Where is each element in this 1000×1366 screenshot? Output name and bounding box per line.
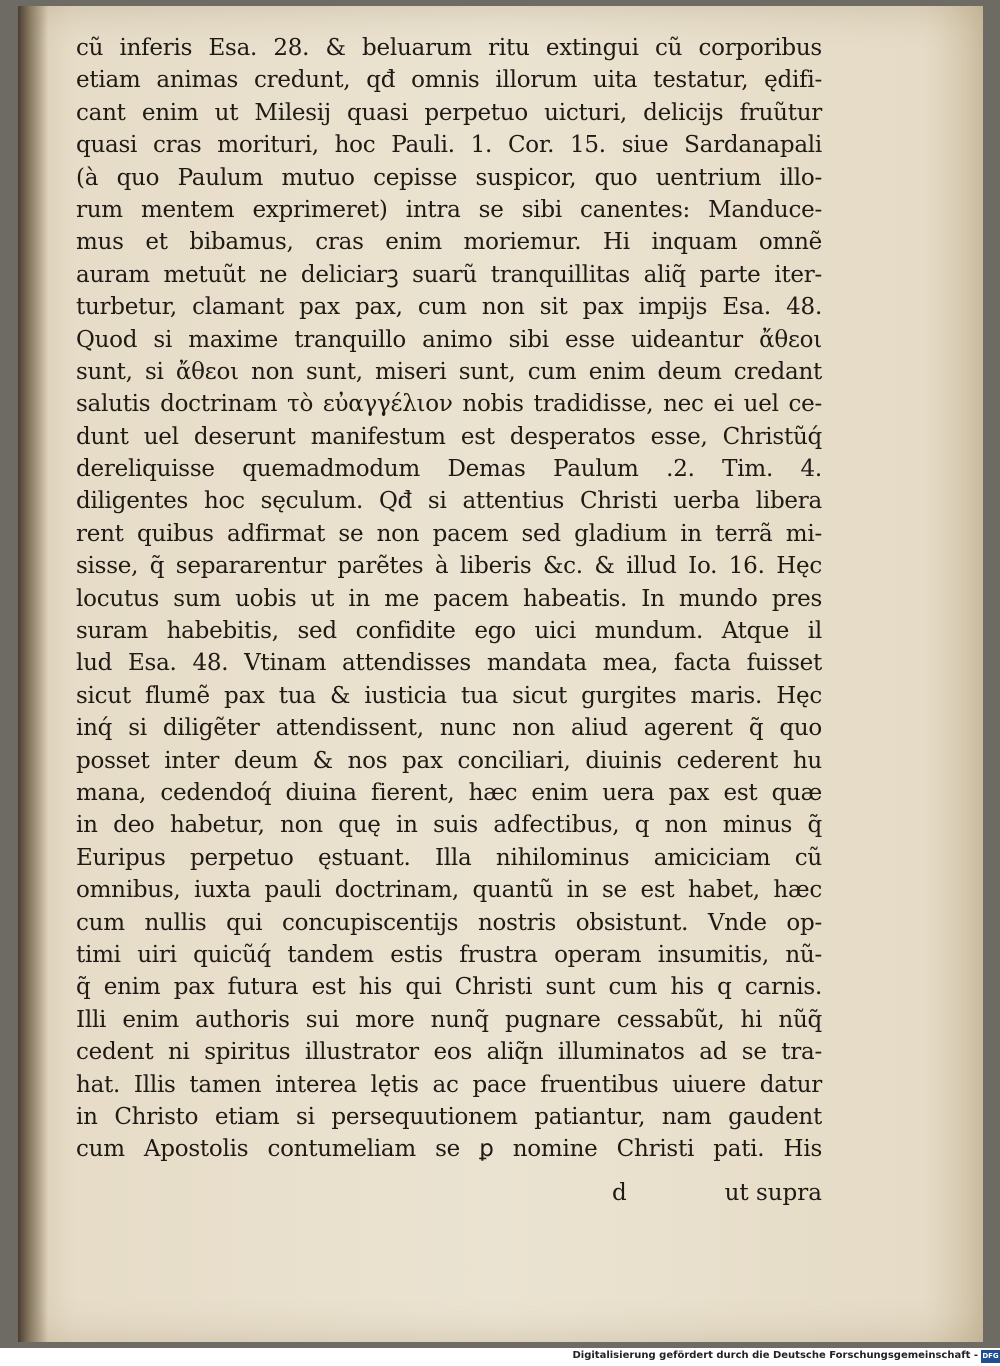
page-footer [76, 1180, 822, 1210]
text-line: cum nullis qui concupiscentijs nostris obsistunt. Vnde op- [76, 909, 822, 936]
text-line: sicut flumẽ pax tua & iusticia tua sicut gurgites maris. Hęc [76, 682, 822, 709]
text-line: Euripus perpetuo ęstuant. Illa nihilominus amiciciam cũ [76, 844, 822, 871]
digitization-credit: Digitalisierung gefördert durch die Deutsche Forschungsgemeinschaft - [572, 1350, 978, 1361]
text-line: mus et bibamus, cras enim moriemur. Hi inquam omnẽ [76, 229, 822, 256]
text-line: cedent ni spiritus illustrator eos aliq̃n illuminatos ad se tra- [76, 1039, 822, 1066]
text-line: rum mentem exprimeret) intra se sibi canentes: Manduce- [76, 196, 822, 223]
text-line: hat. Illis tamen interea lętis ac pace fruentibus uiuere datur [76, 1071, 822, 1098]
text-line: etiam animas credunt, qđ omnis illorum uita testatur, ędifi- [76, 67, 822, 94]
text-line: cum Apostolis contumeliam se ꝑ nomine Christi pati. His [76, 1136, 822, 1163]
text-line: inq́ si diligẽter attendissent, nunc non aliud agerent q̃ quo [76, 715, 822, 742]
text-line: omnibus, iuxta pauli doctrinam, quantũ in se est habet, hæc [76, 877, 822, 904]
text-line: dereliquisse quemadmodum Demas Paulum .2. Tim. 4. [76, 456, 822, 483]
text-line: dunt uel deserunt manifestum est desperatos esse, Christũq́ [76, 423, 822, 450]
text-line: locutus sum uobis ut in me pacem habeatis. In mundo pres [76, 585, 822, 612]
text-line: cant enim ut Milesij quasi perpetuo uicturi, delicijs fruũtur [76, 99, 822, 126]
text-line: Quod si maxime tranquillo animo sibi esse uideantur ἄθεοι [76, 326, 822, 353]
text-line: in Christo etiam si persequutionem patiantur, nam gaudent [76, 1103, 822, 1130]
text-line: quasi cras morituri, hoc Pauli. 1. Cor. 15. siue Sardanapali [76, 132, 822, 159]
text-line: Illi enim authoris sui more nunq̃ pugnare cessabũt, hi nũq̃ [76, 1006, 822, 1033]
text-line: (à quo Paulum mutuo cepisse suspicor, quo uentrium illo- [76, 164, 822, 191]
body-text [76, 32, 822, 1166]
text-line: sisse, q̃ separarentur parẽtes à liberis &c. & illud Io. 16. Hęc [76, 553, 822, 580]
catchword: ut supra [724, 1180, 822, 1206]
text-line: diligentes hoc sęculum. Qđ si attentius Christi uerba libera [76, 488, 822, 515]
text-line: turbetur, clamant pax pax, cum non sit pax impijs Esa. 48. [76, 294, 822, 321]
text-line: lud Esa. 48. Vtinam attendisses mandata mea, facta fuisset [76, 650, 822, 677]
text-line: auram metuũt ne deliciarꝫ suarũ tranquillitas aliq̃ parte iter- [76, 261, 822, 288]
signature-mark: d [612, 1180, 627, 1206]
text-line: in deo habetur, non quę in suis adfectibus, q non minus q̃ [76, 812, 822, 839]
dfg-logo-icon: DFG [981, 1350, 1000, 1363]
page-gutter [18, 6, 48, 1342]
text-line: cũ inferis Esa. 28. & beluarum ritu extingui cũ corporibus [76, 35, 822, 61]
text-line: suram habebitis, sed confidite ego uici mundum. Atque il [76, 618, 822, 645]
text-line: posset inter deum & nos pax conciliari, diuinis cederent hu [76, 747, 822, 774]
credit-bar [0, 1348, 1000, 1366]
text-line: q̃ enim pax futura est his qui Christi sunt cum his q carnis. [76, 974, 822, 1001]
text-line: timi uiri quicũq́ tandem estis frustra operam insumitis, nũ- [76, 941, 822, 968]
text-line: sunt, si ἄθεοι non sunt, miseri sunt, cum enim deum credant [76, 358, 822, 385]
text-line: salutis doctrinam τὸ εὐαγγέλιον nobis tradidisse, nec ei uel ce- [76, 391, 822, 418]
text-line: rent quibus adfirmat se non pacem sed gladium in terrã mi- [76, 520, 822, 547]
text-line: mana, cedendoq́ diuina fierent, hæc enim uera pax est quæ [76, 779, 822, 806]
